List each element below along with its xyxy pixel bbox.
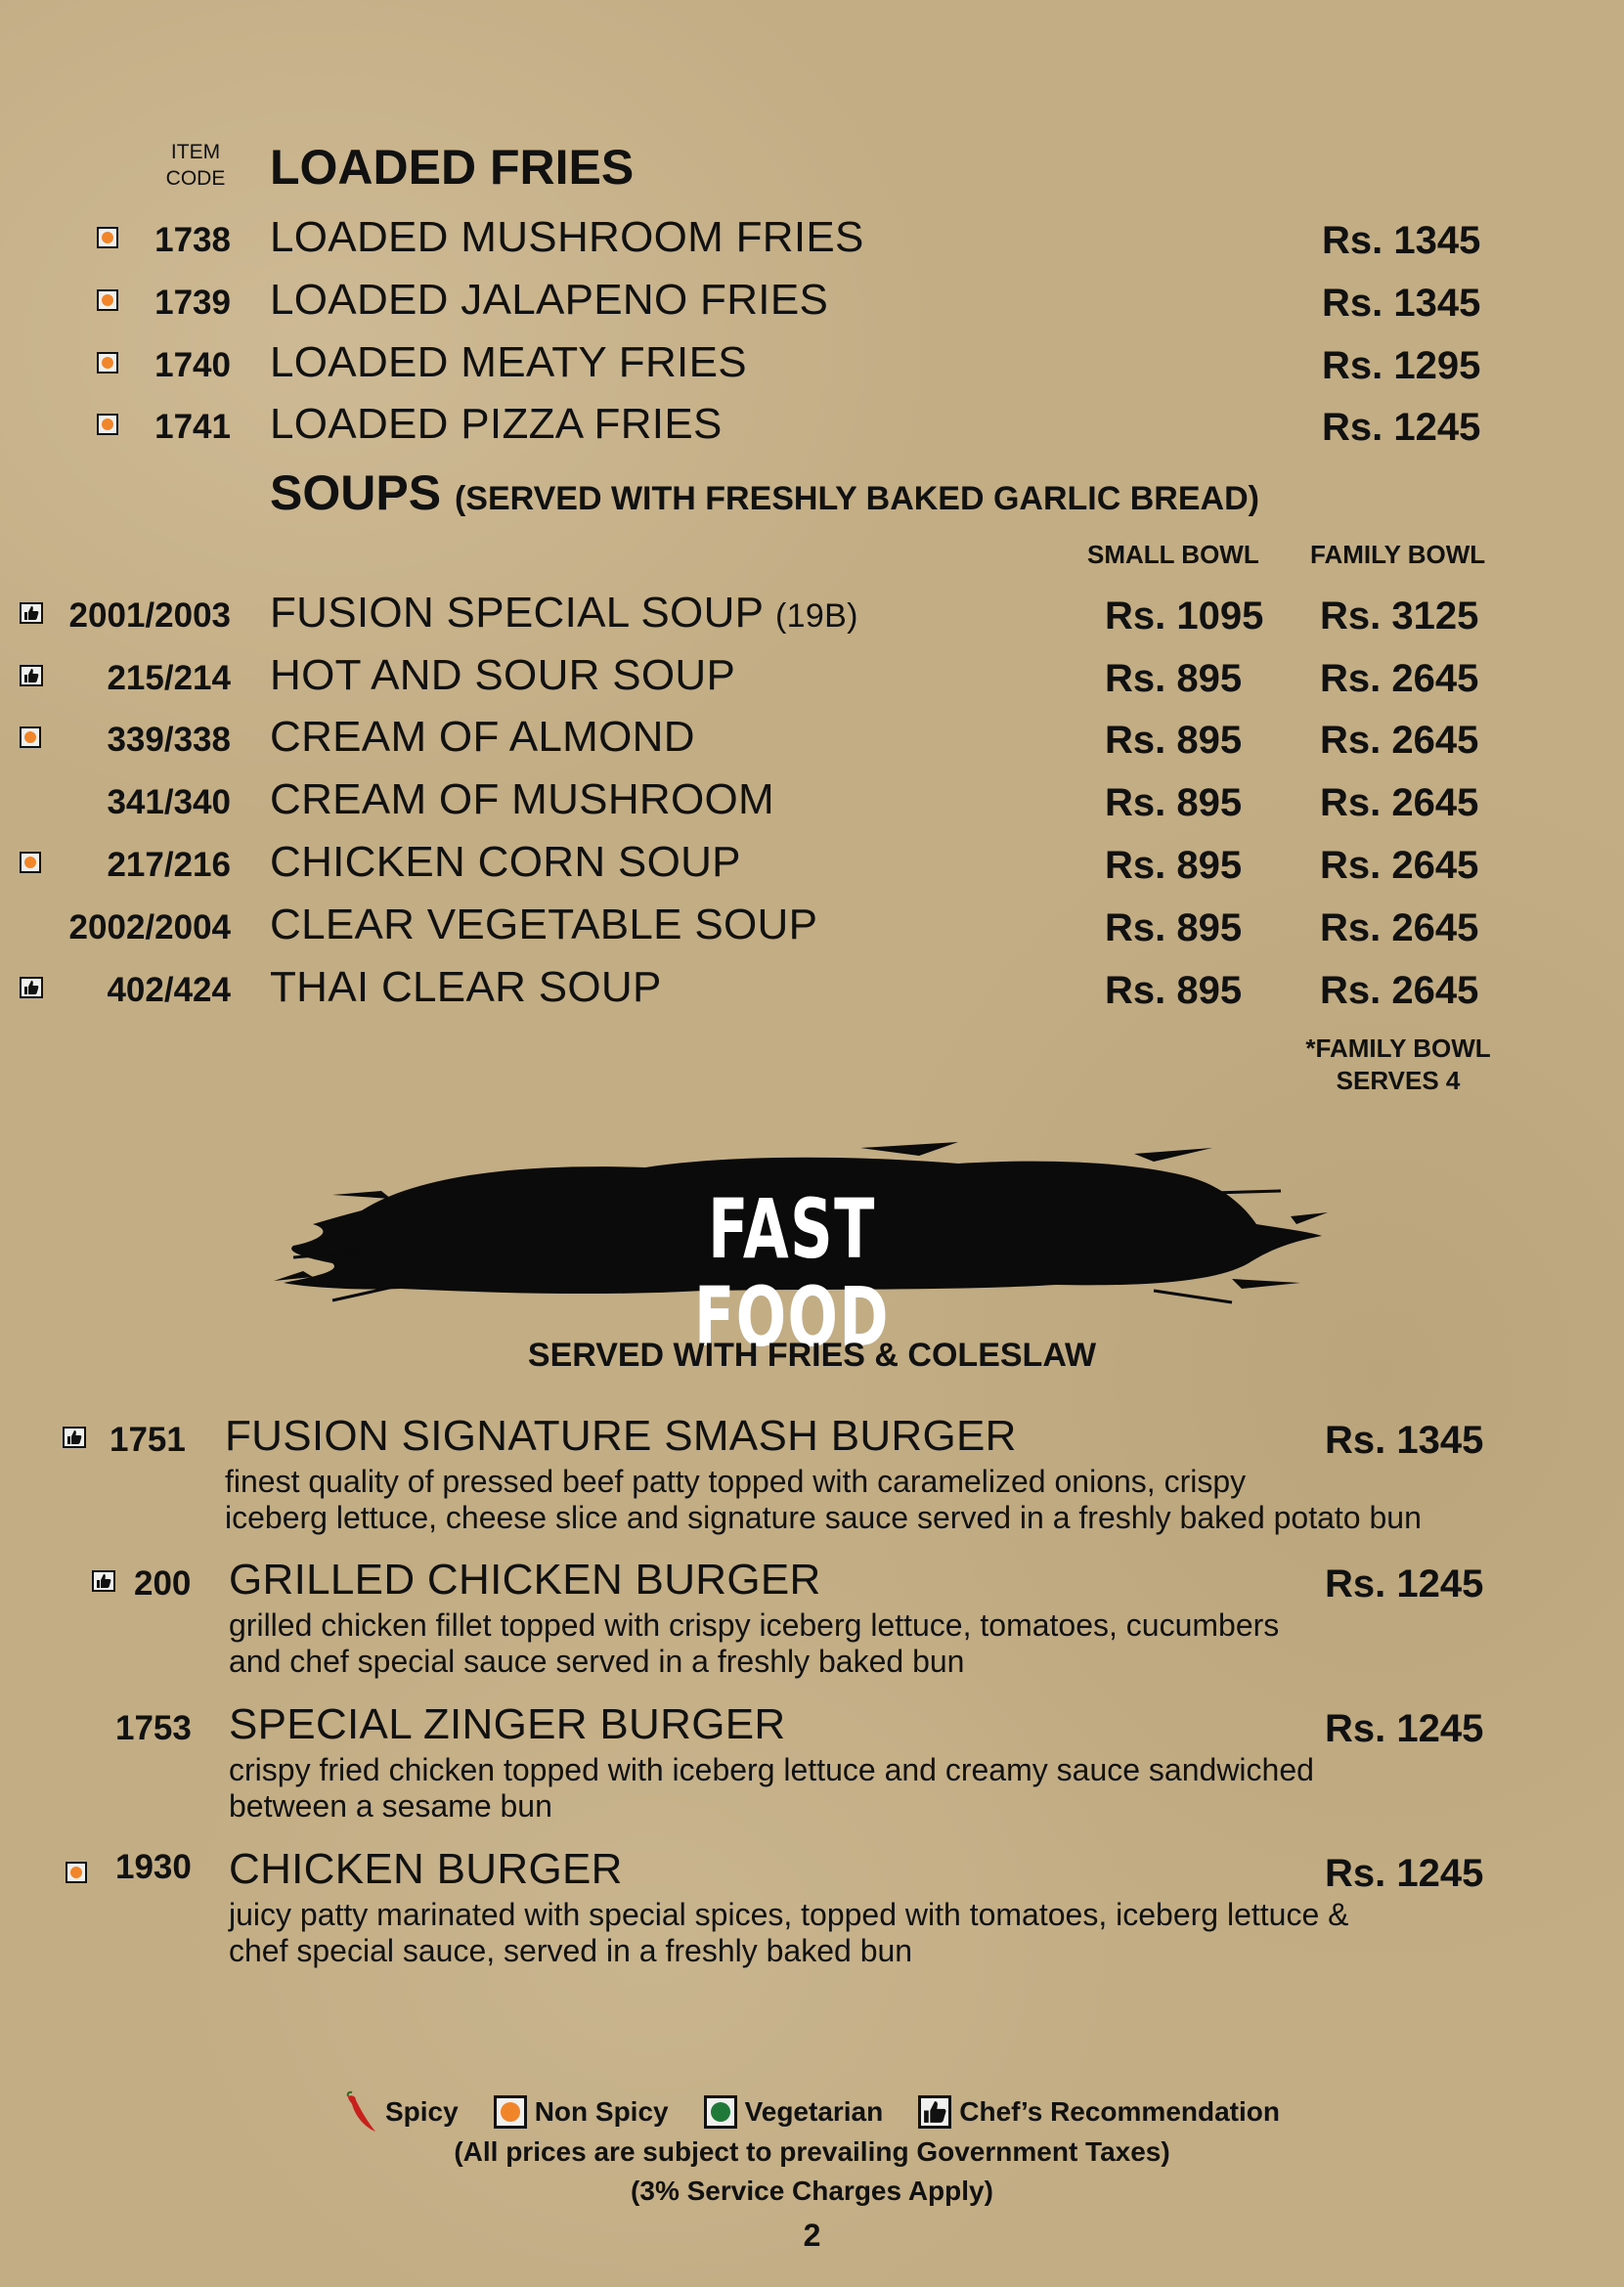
- chef-recommendation-icon: [20, 602, 43, 624]
- soups-title: SOUPS: [270, 465, 442, 520]
- menu-row: [0, 649, 1624, 708]
- item-name: SPECIAL ZINGER BURGER: [229, 1700, 786, 1748]
- item-price: Rs. 1345: [1322, 282, 1481, 325]
- non-spicy-icon: [97, 352, 118, 374]
- item-price: Rs. 1295: [1322, 344, 1481, 387]
- non-spicy-icon: [20, 852, 41, 873]
- item-price: Rs. 1245: [1325, 1852, 1484, 1895]
- menu-row: [0, 336, 1624, 395]
- item-name: CHICKEN CORN SOUP: [270, 838, 741, 886]
- non-spicy-icon: [97, 227, 118, 248]
- item-code-label: ITEM CODE: [165, 141, 226, 190]
- chef-recommendation-icon: [63, 1427, 86, 1448]
- item-name: CLEAR VEGETABLE SOUP: [270, 901, 818, 948]
- menu-row: [0, 211, 1624, 270]
- chef-recommendation-icon: [92, 1570, 115, 1592]
- item-code: 1753: [115, 1709, 192, 1747]
- item-name: LOADED JALAPENO FRIES: [270, 276, 829, 324]
- legend-non-spicy-label: Non Spicy: [534, 2096, 669, 2127]
- menu-row: [0, 836, 1624, 895]
- small-bowl-price: Rs. 895: [1105, 969, 1243, 1012]
- item-name: LOADED MEATY FRIES: [270, 338, 747, 386]
- non-spicy-icon: [20, 726, 41, 748]
- item-code: 341/340: [107, 783, 231, 821]
- legend-vegetarian-label: Vegetarian: [744, 2096, 884, 2127]
- item-name-text: FUSION SPECIAL SOUP: [270, 589, 764, 637]
- menu-row: [0, 587, 1624, 645]
- section-title-soups: [270, 465, 1259, 526]
- item-description: juicy patty marinated with special spices, topped with tomatoes, iceberg lettuce & chef special sauce, served in a freshly baked bun: [229, 1897, 1349, 1968]
- vegetarian-icon: [704, 2095, 737, 2129]
- legend-vegetarian: [704, 2095, 884, 2129]
- item-name: LOADED PIZZA FRIES: [270, 400, 723, 448]
- non-spicy-icon: [494, 2095, 527, 2129]
- item-code: 1738: [154, 221, 231, 259]
- section-title-loaded-fries: LOADED FRIES: [270, 140, 635, 195]
- item-code: 217/216: [107, 846, 231, 884]
- item-code: 215/214: [107, 659, 231, 697]
- menu-row: [0, 274, 1624, 332]
- family-bowl-note: *FAMILY BOWL SERVES 4: [1305, 1034, 1491, 1095]
- family-bowl-price: Rs. 3125: [1320, 594, 1479, 638]
- tax-note: (All prices are subject to prevailing Government Taxes): [454, 2136, 1170, 2167]
- family-bowl-price: Rs. 2645: [1320, 906, 1479, 949]
- column-header-small-bowl: SMALL BOWL: [1087, 540, 1259, 569]
- family-bowl-price: Rs. 2645: [1320, 781, 1479, 824]
- menu-row: [0, 398, 1624, 457]
- item-code: 1751: [110, 1421, 186, 1459]
- item-code-header: [147, 139, 244, 192]
- item-code: 200: [134, 1564, 192, 1603]
- non-spicy-icon: [97, 289, 118, 311]
- item-name: HOT AND SOUR SOUP: [270, 651, 736, 699]
- menu-row: [0, 773, 1624, 832]
- item-note: (19B): [775, 597, 858, 635]
- menu-row: [0, 961, 1624, 1020]
- small-bowl-price: Rs. 895: [1105, 844, 1243, 887]
- item-price: Rs. 1345: [1322, 219, 1481, 262]
- legend: [0, 2092, 1624, 2132]
- item-description: grilled chicken fillet topped with crispy iceberg lettuce, tomatoes, cucumbers and chef special sauce served in a freshly baked bun: [229, 1607, 1280, 1679]
- legend-spicy-label: Spicy: [384, 2096, 459, 2127]
- item-code: 339/338: [107, 721, 231, 759]
- small-bowl-price: Rs. 895: [1105, 781, 1243, 824]
- item-price: Rs. 1345: [1325, 1419, 1484, 1462]
- small-bowl-price: Rs. 895: [1105, 719, 1243, 762]
- item-name: CHICKEN BURGER: [229, 1845, 623, 1893]
- family-bowl-price: Rs. 2645: [1320, 969, 1479, 1012]
- menu-row: [0, 711, 1624, 770]
- column-header-family-bowl: FAMILY BOWL: [1310, 540, 1486, 569]
- item-code: 1930: [115, 1848, 192, 1886]
- fast-food-subtitle: SERVED WITH FRIES & COLESLAW: [527, 1337, 1097, 1374]
- menu-row: [0, 899, 1624, 957]
- item-name: FUSION SIGNATURE SMASH BURGER: [225, 1412, 1017, 1460]
- small-bowl-price: Rs. 895: [1105, 906, 1243, 949]
- item-code: 402/424: [107, 971, 231, 1009]
- non-spicy-icon: [66, 1862, 87, 1883]
- service-charge-note: (3% Service Charges Apply): [631, 2176, 993, 2206]
- chef-recommendation-icon: [20, 977, 43, 998]
- family-bowl-price: Rs. 2645: [1320, 844, 1479, 887]
- fast-food-title: FAST FOOD: [693, 1181, 891, 1365]
- legend-spicy: [344, 2090, 459, 2133]
- item-name: CREAM OF ALMOND: [270, 713, 695, 761]
- legend-non-spicy: [494, 2095, 669, 2129]
- chili-pepper-icon: [344, 2090, 377, 2133]
- item-code: 1740: [154, 346, 231, 384]
- item-code: 1739: [154, 284, 231, 322]
- small-bowl-price: Rs. 1095: [1105, 594, 1264, 638]
- item-name: CREAM OF MUSHROOM: [270, 775, 774, 823]
- small-bowl-price: Rs. 895: [1105, 657, 1243, 700]
- item-code: 2002/2004: [68, 908, 231, 946]
- legend-chef-label: Chef’s Recommendation: [959, 2096, 1280, 2127]
- item-code: 1741: [154, 408, 231, 446]
- legend-chef: [918, 2095, 1280, 2129]
- chef-recommendation-icon: [20, 665, 43, 686]
- item-price: Rs. 1245: [1325, 1562, 1484, 1605]
- chef-recommendation-icon: [918, 2095, 951, 2129]
- item-name: [270, 589, 858, 640]
- item-description: finest quality of pressed beef patty topped with caramelized onions, crispy iceberg lettuce, cheese slice and signature sauce served in a freshly baked potato bun: [225, 1464, 1422, 1535]
- family-bowl-price: Rs. 2645: [1320, 657, 1479, 700]
- item-code: 2001/2003: [68, 596, 231, 635]
- page-number: 2: [803, 2218, 821, 2253]
- item-name: LOADED MUSHROOM FRIES: [270, 213, 864, 261]
- item-description: crispy fried chicken topped with iceberg lettuce and creamy sauce sandwiched between a sesame bun: [229, 1752, 1314, 1824]
- non-spicy-icon: [97, 414, 118, 435]
- family-bowl-price: Rs. 2645: [1320, 719, 1479, 762]
- soups-subtitle: (SERVED WITH FRESHLY BAKED GARLIC BREAD): [454, 480, 1259, 517]
- item-name: THAI CLEAR SOUP: [270, 963, 662, 1011]
- item-name: GRILLED CHICKEN BURGER: [229, 1556, 821, 1604]
- item-price: Rs. 1245: [1325, 1707, 1484, 1750]
- item-price: Rs. 1245: [1322, 406, 1481, 449]
